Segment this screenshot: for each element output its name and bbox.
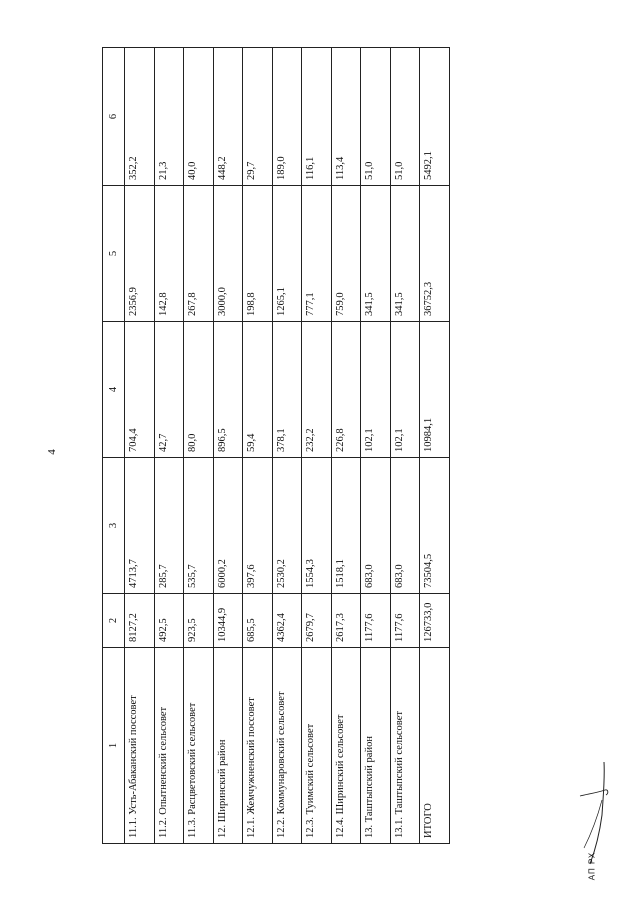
table-row [154, 48, 184, 844]
table-row [125, 48, 155, 844]
cell-col5: 3000,0 [213, 186, 243, 322]
cell-col5: 341,5 [390, 186, 420, 322]
cell-col6: 51,0 [390, 48, 420, 186]
cell-col4: 42,7 [154, 322, 184, 458]
cell-col3: 6000,2 [213, 458, 243, 594]
cell-col6: 352,2 [125, 48, 155, 186]
table-container [102, 48, 450, 844]
cell-col6: 51,0 [361, 48, 391, 186]
cell-col3: 1554,3 [302, 458, 332, 594]
cell-col2: 1177,6 [361, 594, 391, 648]
cell-col4: 102,1 [361, 322, 391, 458]
cell-col2: 2617,3 [331, 594, 361, 648]
cell-col4: 232,2 [302, 322, 332, 458]
cell-col4: 378,1 [272, 322, 302, 458]
cell-col6: 40,0 [184, 48, 214, 186]
cell-col3: 535,7 [184, 458, 214, 594]
cell-col2: 4362,4 [272, 594, 302, 648]
cell-col2: 8127,2 [125, 594, 155, 648]
cell-col5: 777,1 [302, 186, 332, 322]
row-name: 13.1. Таштыпский сельсовет [390, 648, 420, 844]
cell-col2: 10344,9 [213, 594, 243, 648]
row-name: 12.3. Туимский сельсовет [302, 648, 332, 844]
cell-col5: 759,0 [331, 186, 361, 322]
cell-col4: 704,4 [125, 322, 155, 458]
cell-col3: 285,7 [154, 458, 184, 594]
table-row [331, 48, 361, 844]
cell-col5: 341,5 [361, 186, 391, 322]
cell-col3: 2530,2 [272, 458, 302, 594]
row-name: 11.1. Усть-Абаканский поссовет [125, 648, 155, 844]
cell-col5: 142,8 [154, 186, 184, 322]
data-table [102, 47, 450, 844]
cell-col5: 36752,3 [420, 186, 450, 322]
column-header: 4 [103, 322, 125, 458]
cell-col5: 2356,9 [125, 186, 155, 322]
table-row [302, 48, 332, 844]
cell-col3: 1518,1 [331, 458, 361, 594]
column-header: 5 [103, 186, 125, 322]
row-name: 12. Ширинский район [213, 648, 243, 844]
cell-col6: 116,1 [302, 48, 332, 186]
cell-col4: 80,0 [184, 322, 214, 458]
cell-col2: 126733,0 [420, 594, 450, 648]
cell-col6: 448,2 [213, 48, 243, 186]
cell-col4: 226,8 [331, 322, 361, 458]
cell-col4: 59,4 [243, 322, 273, 458]
table-row [272, 48, 302, 844]
cell-col6: 5492,1 [420, 48, 450, 186]
row-name: 12.1. Жемчужненский поссовет [243, 648, 273, 844]
cell-col5: 198,8 [243, 186, 273, 322]
cell-col4: 10984,1 [420, 322, 450, 458]
cell-col2: 685,5 [243, 594, 273, 648]
cell-col6: 21,3 [154, 48, 184, 186]
row-name: 13. Таштыпский район [361, 648, 391, 844]
cell-col6: 189,0 [272, 48, 302, 186]
cell-col4: 102,1 [390, 322, 420, 458]
row-name: ИТОГО [420, 648, 450, 844]
cell-col6: 29,7 [243, 48, 273, 186]
table-row [184, 48, 214, 844]
cell-col3: 73504,5 [420, 458, 450, 594]
table-row [213, 48, 243, 844]
row-name: 11.3. Расцветовский сельсовет [184, 648, 214, 844]
table-row [361, 48, 391, 844]
cell-col2: 492,5 [154, 594, 184, 648]
signature-label: АП РХ [587, 851, 597, 881]
row-name: 11.2. Опытненский сельсовет [154, 648, 184, 844]
table-row [243, 48, 273, 844]
row-name: 12.2. Коммунаровский сельсовет [272, 648, 302, 844]
signature-mark [578, 760, 618, 900]
row-name: 12.4. Ширинский сельсовет [331, 648, 361, 844]
cell-col2: 1177,6 [390, 594, 420, 648]
page-number: 4 [46, 449, 58, 455]
cell-col3: 683,0 [390, 458, 420, 594]
column-header: 1 [103, 648, 125, 844]
column-header: 3 [103, 458, 125, 594]
cell-col3: 4713,7 [125, 458, 155, 594]
column-header: 6 [103, 48, 125, 186]
table-header-row [103, 48, 125, 844]
table-row-total [420, 48, 450, 844]
column-header: 2 [103, 594, 125, 648]
cell-col4: 896,5 [213, 322, 243, 458]
table-row [390, 48, 420, 844]
cell-col2: 923,5 [184, 594, 214, 648]
cell-col2: 2679,7 [302, 594, 332, 648]
cell-col6: 113,4 [331, 48, 361, 186]
cell-col3: 397,6 [243, 458, 273, 594]
cell-col5: 267,8 [184, 186, 214, 322]
cell-col5: 1265,1 [272, 186, 302, 322]
cell-col3: 683,0 [361, 458, 391, 594]
